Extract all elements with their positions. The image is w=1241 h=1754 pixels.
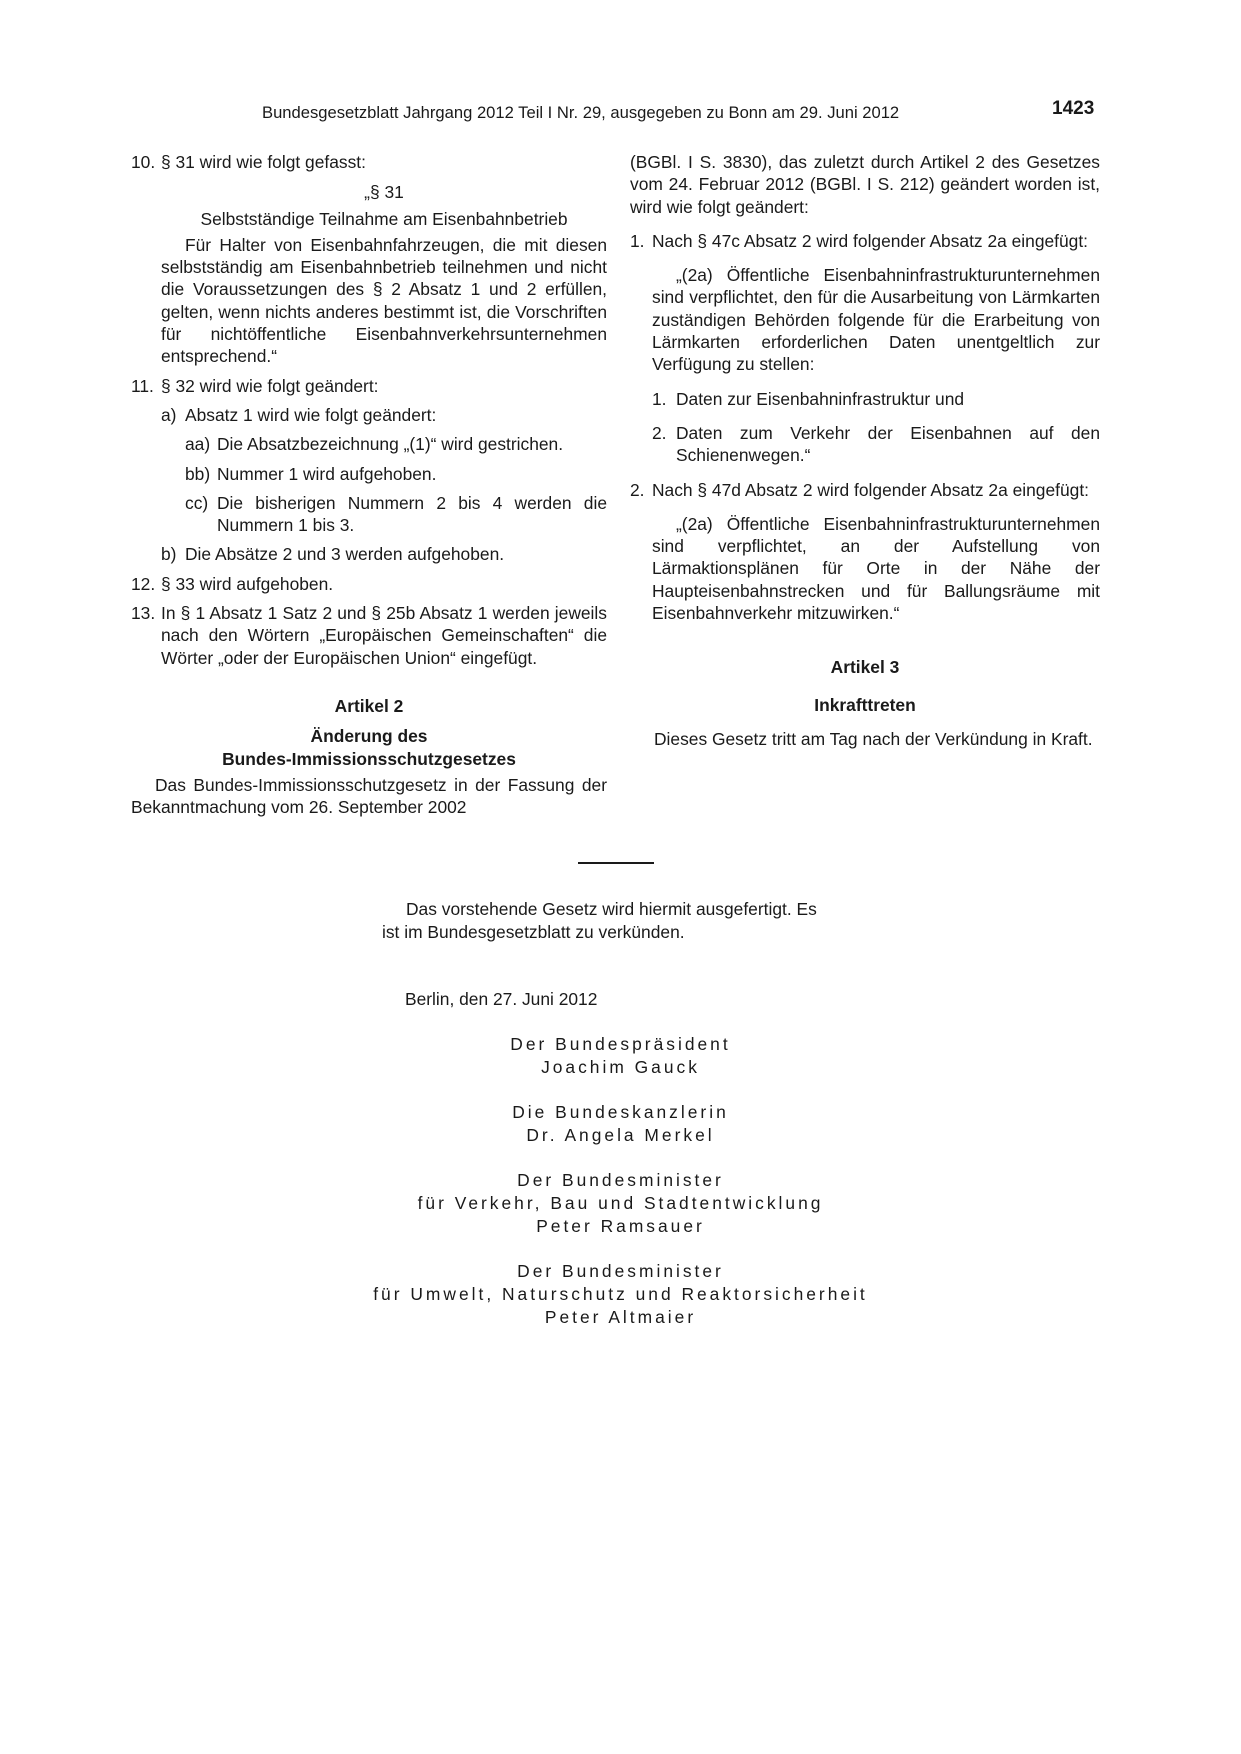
signature-office: Der Bundespräsident (510, 1034, 731, 1054)
item-text: Daten zum Verkehr der Eisenbahnen auf den Schienenwegen.“ (676, 422, 1100, 466)
item-text: In § 1 Absatz 1 Satz 2 und § 25b Absatz 1 werden jeweils nach den Wörtern „Europäischen Gemeinschaften“ die Wörter „oder der Europäischen Union“ eingefügt. (161, 603, 607, 668)
article-3-label: Artikel 3 (830, 657, 900, 678)
sub-item-1 (652, 388, 1100, 410)
signature-office: Der Bundesminister (517, 1170, 724, 1190)
item-number: bb) (185, 463, 211, 484)
article-2-body: Das Bundes-Immissionsschutzgesetz in der Fassung der Bekanntmachung vom 26. September 2002 (131, 774, 607, 818)
section-heading: „§ 31 (364, 182, 404, 203)
signature-name: Dr. Angela Merkel (526, 1125, 715, 1145)
item-number: aa) (185, 434, 211, 455)
article-2-label: Artikel 2 (334, 695, 404, 716)
item-text: Daten zur Eisenbahninfrastruktur und (676, 388, 965, 409)
item-number: 2. (652, 422, 667, 443)
quoted-paragraph: „(2a) Öffentliche Eisenbahninfrastrukturunternehmen sind verpflichtet, an der Aufstellung von Lärmaktionsplänen für Orte in der Nähe der Haupteisenbahnstrecken und für Ballungsräume mit Eisenbahnverkehr mitzuwirken.“ (652, 513, 1100, 624)
continuation-text: (BGBl. I S. 3830), das zuletzt durch Artikel 2 des Gesetzes vom 24. Februar 2012 (BGBl. I S. 212) geändert worden ist, wird wie folgt geändert: (630, 152, 1100, 217)
item-number: b) (161, 544, 177, 565)
item-text: Nach § 47d Absatz 2 wird folgender Absatz 2a eingefügt: (652, 479, 1089, 500)
page-number: 1423 (1052, 98, 1095, 119)
list-item-11 (131, 375, 607, 397)
signature-department: für Umwelt, Naturschutz und Reaktorsicherheit (373, 1284, 868, 1304)
item-number: 10. (131, 152, 156, 172)
item-number: a) (161, 404, 177, 425)
sub-item-2 (652, 422, 1100, 467)
list-item-12 (131, 573, 607, 595)
article-2-title-line-2: Bundes-Immissionsschutzgesetzes (222, 748, 516, 769)
right-column (630, 151, 1100, 750)
list-item-cc (185, 492, 607, 537)
item-text: Nummer 1 wird aufgehoben. (217, 463, 437, 484)
signature-office: Der Bundesminister (517, 1261, 724, 1281)
item-number: 11. (131, 375, 154, 396)
item-text: § 32 wird wie folgt geändert: (161, 375, 379, 396)
item-number: 1. (652, 388, 667, 409)
item-number: 12. (131, 573, 156, 594)
running-header: Bundesgesetzblatt Jahrgang 2012 Teil I Nr. 29, ausgegeben zu Bonn am 29. Juni 2012 (262, 103, 900, 122)
separator-rule (578, 862, 654, 864)
closing-line-1: Das vorstehende Gesetz wird hiermit ausgefertigt. Es (406, 899, 817, 919)
item-text: Absatz 1 wird wie folgt geändert: (185, 404, 437, 425)
signature-name: Peter Altmaier (544, 1307, 697, 1327)
item-text: § 31 wird wie folgt gefasst: (161, 152, 366, 172)
place-date: Berlin, den 27. Juni 2012 (405, 989, 598, 1009)
list-item-a (161, 404, 607, 426)
signature-department: für Verkehr, Bau und Stadtentwicklung (417, 1193, 824, 1213)
item-number: 2. (630, 479, 645, 500)
list-item-10 (131, 151, 607, 173)
article-3-title: Inkrafttreten (814, 694, 916, 715)
article-2-title-line-1: Änderung des (310, 726, 428, 747)
closing-line-2: ist im Bundesgesetzblatt zu verkünden. (382, 922, 685, 942)
left-column (131, 151, 607, 818)
section-title: Selbstständige Teilnahme am Eisenbahnbetrieb (200, 208, 568, 229)
item-text: Nach § 47c Absatz 2 wird folgender Absatz 2a eingefügt: (652, 230, 1089, 251)
list-item-aa (185, 433, 607, 455)
signature-office: Die Bundeskanzlerin (512, 1102, 729, 1122)
list-item-13 (131, 602, 607, 669)
item-text: Die Absatzbezeichnung „(1)“ wird gestrichen. (217, 434, 564, 455)
item-text: § 33 wird aufgehoben. (161, 573, 334, 594)
list-item-1 (630, 230, 1100, 252)
signature-name: Joachim Gauck (541, 1057, 700, 1077)
signature-name: Peter Ramsauer (536, 1216, 705, 1236)
quoted-paragraph: „(2a) Öffentliche Eisenbahninfrastrukturunternehmen sind verpflichtet, den für die Ausarbeitung von Lärmkarten zuständigen Behörden folgende für die Erarbeitung von Lärmkarten erforderlichen Daten unentgeltlich zur Verfügung zu stellen: (652, 265, 1100, 375)
item-number: 13. (131, 603, 156, 624)
article-3-body: Dieses Gesetz tritt am Tag nach der Verkündung in Kraft. (654, 728, 1093, 749)
item-number: cc) (185, 492, 209, 513)
item-number: 1. (630, 230, 645, 251)
section-body: Für Halter von Eisenbahnfahrzeugen, die mit diesen selbstständig am Eisenbahnbetrieb teilnehmen und nicht die Voraussetzungen des § 2 Absatz 1 und 2 erfüllen, gelten, wenn nichts anderes bestimmt ist, die Vorschriften für nichtöffentliche Eisenbahnverkehrsunternehmen entsprechend.“ (161, 234, 607, 367)
item-text: Die bisherigen Nummern 2 bis 4 werden die Nummern 1 bis 3. (217, 492, 607, 536)
item-text: Die Absätze 2 und 3 werden aufgehoben. (185, 544, 505, 565)
list-item-2 (630, 479, 1100, 501)
list-item-bb (185, 463, 607, 485)
list-item-b (161, 543, 607, 565)
